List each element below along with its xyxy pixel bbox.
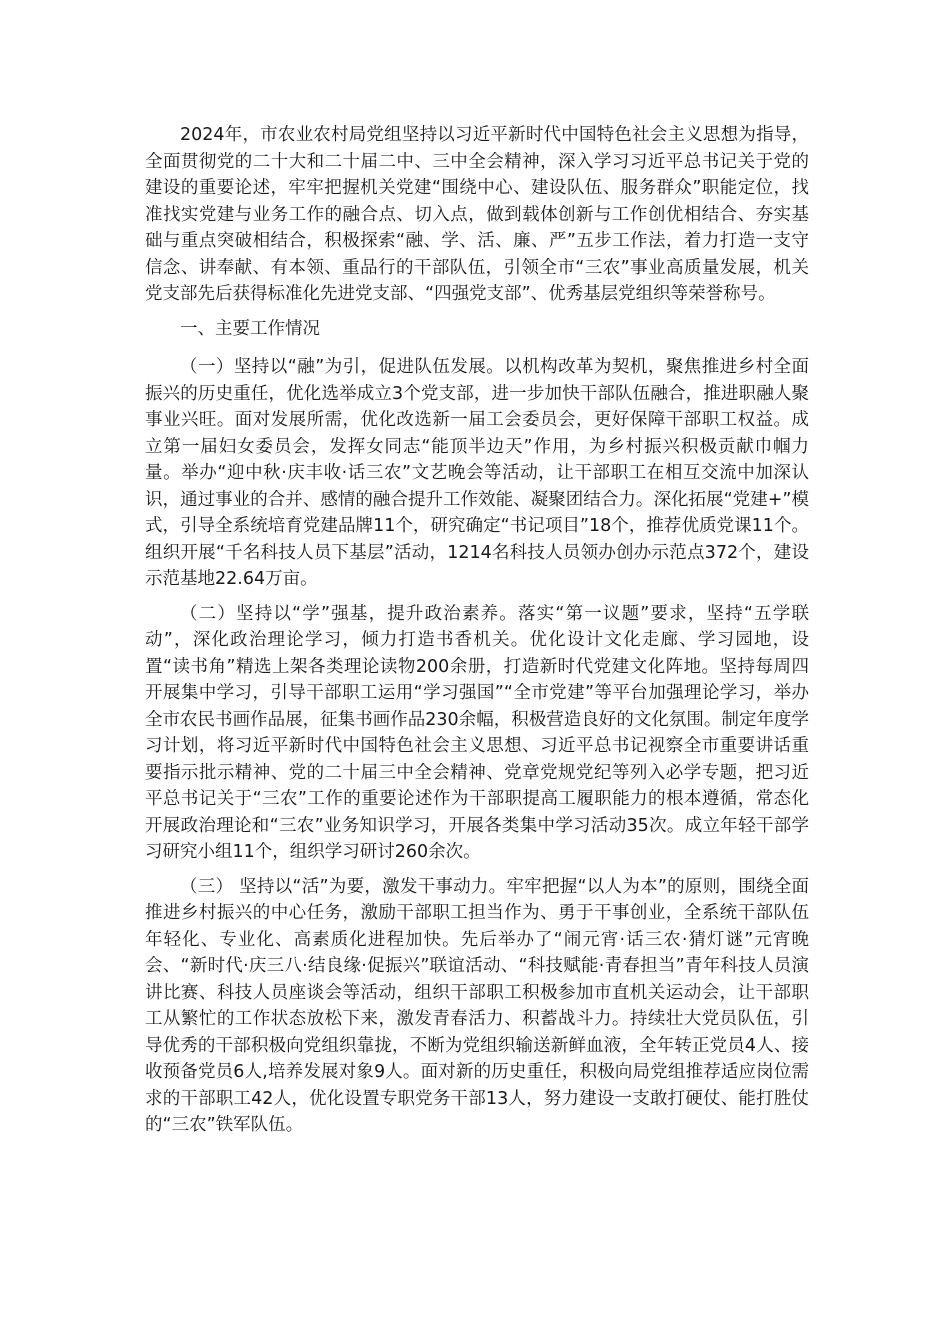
paragraph-rong: （一）坚持以“融”为引，促进队伍发展。以机构改革为契机，聚焦推进乡村全面振兴的历史重任，优化选举成立3个党支部，进一步加快干部队伍融合，推进职融人聚事业兴旺。面对发展所需，优化改选新一届工会委员会，更好保障干部职工权益。成立第一届妇女委员会，发挥女同志“能顶半边天”作用，为乡村振兴积极贡献巾帼力量。举办“迎中秋·庆丰收·话三农”文艺晚会等活动，让干部职工在相互交流中加深认识，通过事业的合并、感情的融合提升工作效能、凝聚团结合力。深化拓展“党建+”模式，引导全系统培育党建品牌11个，研究确定“书记项目”18个，推荐优质党课11个。组织开展“千名科技人员下基层”活动，1214名科技人员领办创办示范点372个，建设示范基地22.64万亩。 <box>145 357 809 589</box>
paragraph-xue: （二）坚持以“学”强基，提升政治素养。落实“第一议题”要求，坚持“五学联动”，深化政治理论学习，倾力打造书香机关。优化设计文化走廊、学习园地，设置“读书角”精选上架各类理论读物200余册，打造新时代党建文化阵地。坚持每周四开展集中学习，引导干部职工运用“学习强国”“全市党建”等平台加强理论学习，举办全市农民书画作品展，征集书画作品230余幅，积极营造良好的文化氛围。制定年度学习计划，将习近平新时代中国特色社会主义思想、习近平总书记视察全市重要讲话重要指示批示精神、党的二十届三中全会精神、党章党规党纪等列入必学专题，把习近平总书记关于“三农”工作的重要论述作为干部职提高工履职能力的根本遵循，常态化开展政治理论和“三农”业务知识学习，开展各类集中学习活动35次。成立年轻干部学习研究小组11个，组织学习研讨260余次。 <box>145 603 809 862</box>
section-heading: 一、主要工作情况 <box>180 318 320 339</box>
intro-paragraph: 2024年，市农业农村局党组坚持以习近平新时代中国特色社会主义思想为指导，全面贯彻党的二十大和二十届二中、三中全会精神，深入学习习近平总书记关于党的建设的重要论述，牢牢把握机关党建“围绕中心、建设队伍、服务群众”职能定位，找准找实党建与业务工作的融合点、切入点，做到载体创新与工作创优相结合、夯实基础与重点突破相结合，积极探索“融、学、活、廉、严”五步工作法，着力打造一支守信念、讲奉献、有本领、重品行的干部队伍，引领全市“三农”事业高质量发展，机关党支部先后获得标准化先进党支部、“四强党支部”、优秀基层党组织等荣誉称号。 <box>145 125 809 304</box>
paragraph-huo: （三） 坚持以“活”为要，激发干事动力。牢牢把握“以人为本”的原则，围绕全面推进乡村振兴的中心任务，激励干部职工担当作为、勇于干事创业，全系统干部队伍年轻化、专业化、高素质化进程加快。先后举办了“闹元宵·话三农·猜灯谜”元宵晚会、“新时代·庆三八·结良缘·促振兴”联谊活动、“科技赋能·青春担当”青年科技人员演讲比赛、科技人员座谈会等活动，组织干部职工积极参加市直机关运动会，让干部职工从繁忙的工作状态放松下来，激发青春活力、积蓄战斗力。持续壮大党员队伍，引导优秀的干部积极向党组织靠拢，不断为党组织输送新鲜血液，全年转正党员4人、接收预备党员6人,培养发展对象9人。面对新的历史重任，积极向局党组推荐适应岗位需求的干部职工42人，优化设置专职党务干部13人，努力建设一支敢打硬仗、能打胜仗的“三农”铁军队伍。 <box>145 876 809 1135</box>
document-page <box>145 122 809 1147</box>
